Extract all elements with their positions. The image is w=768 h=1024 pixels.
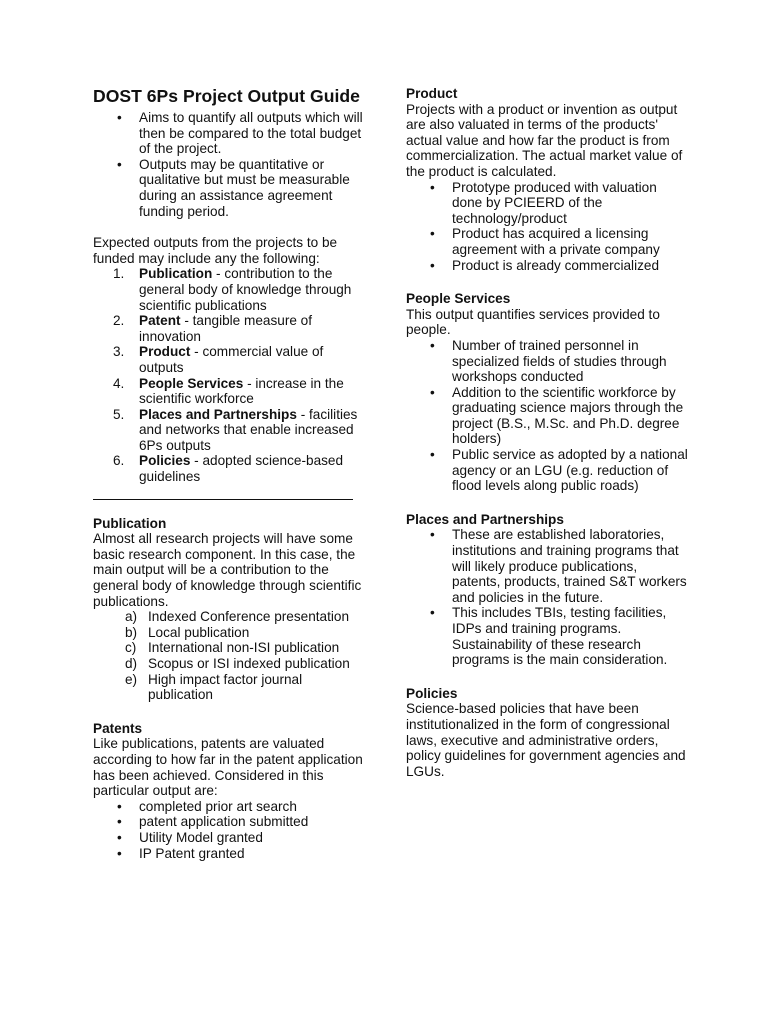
right-column <box>406 86 688 779</box>
section-divider <box>93 499 353 500</box>
list-item: • completed prior art search <box>93 799 368 815</box>
list-item: • Addition to the scientific workforce by graduating science majors through the project (B.S., M.Sc. and Ph.D. degree holders) <box>406 385 688 447</box>
product-heading: Product <box>406 86 458 101</box>
list-item: 6. Policies - adopted science-based guidelines <box>113 453 344 485</box>
list-item: • Utility Model granted <box>93 830 368 846</box>
patents-list <box>93 799 368 861</box>
policies-body: Science-based policies that have been institutionalized in the form of congressional laws, executive and administrative orders, policy guidelines for government agencies and LGUs. <box>406 701 686 779</box>
expected-outputs-intro: Expected outputs from the projects to be funded may include any the following: <box>93 235 338 266</box>
patents-body: Like publications, patents are valuated according to how far in the patent application has been achieved. Considered in this particular output are: <box>93 736 363 799</box>
product-body: Projects with a product or invention as output are also valuated in terms of the products' actual value and how far the product is from commercialization. The actual market value of the product is calculated. <box>406 101 683 179</box>
policies-heading: Policies <box>406 685 458 701</box>
list-item: 3. Product - commercial value of outputs <box>113 344 324 375</box>
document-title: DOST 6Ps Project Output Guide <box>93 86 360 106</box>
publication-body: Almost all research projects will have some basic research component. In this case, the main output will be a contribution to the general body of knowledge through scientific publications. <box>93 531 362 609</box>
patents-heading: Patents <box>93 720 143 736</box>
list-item: b) Local publication <box>125 624 250 640</box>
list-item: • Public service as adopted by a national agency or an LGU (e.g. reduction of flood levels along public roads) <box>406 447 688 494</box>
places-partnerships-heading: Places and Partnerships <box>406 511 564 527</box>
list-item: • Product is already commercialized <box>406 258 688 274</box>
list-item: • Number of trained personnel in specialized fields of studies through workshops conducted <box>406 338 688 385</box>
list-item: • This includes TBIs, testing facilities, IDPs and training programs. Sustainability of these research programs is the main consideration. <box>406 605 688 667</box>
intro-bullet-list <box>93 110 368 219</box>
list-item: • Product has acquired a licensing agreement with a private company <box>406 226 688 257</box>
left-column <box>93 86 368 861</box>
people-services-body: This output quantifies services provided to people. <box>406 306 660 338</box>
intro-bullet: • Outputs may be quantitative or qualitative but must be measurable during an assistance agreement funding period. <box>93 157 368 219</box>
list-item: c) International non-ISI publication <box>125 640 340 656</box>
publication-list <box>93 609 368 703</box>
list-item: • IP Patent granted <box>93 846 368 862</box>
list-item: 4. People Services - increase in the scientific workforce <box>113 375 344 407</box>
product-list <box>406 180 688 274</box>
publication-heading: Publication <box>93 515 167 531</box>
people-services-heading: People Services <box>406 291 511 307</box>
list-item: • patent application submitted <box>93 814 368 830</box>
list-item: d) Scopus or ISI indexed publication <box>125 656 350 671</box>
people-services-list <box>406 338 688 494</box>
list-item: • These are established laboratories, institutions and training programs that will likely produce publications, patents, products, trained S&T workers and policies in the future. <box>406 527 688 605</box>
list-item: 1. Publication - contribution to the general body of knowledge through scientific publications <box>113 266 352 313</box>
list-item: • Prototype produced with valuation done by PCIEERD of the technology/product <box>406 180 688 227</box>
list-item: 2. Patent - tangible measure of innovation <box>113 313 313 344</box>
list-item: e) High impact factor journal publication <box>125 671 303 703</box>
list-item: 5. Places and Partnerships - facilities and networks that enable increased 6Ps outputs <box>113 406 358 453</box>
intro-bullet: • Aims to quantify all outputs which will then be compared to the total budget of the project. <box>93 110 368 157</box>
expected-outputs-list <box>93 266 368 484</box>
places-partnerships-list <box>406 527 688 667</box>
list-item: a) Indexed Conference presentation <box>125 609 350 625</box>
